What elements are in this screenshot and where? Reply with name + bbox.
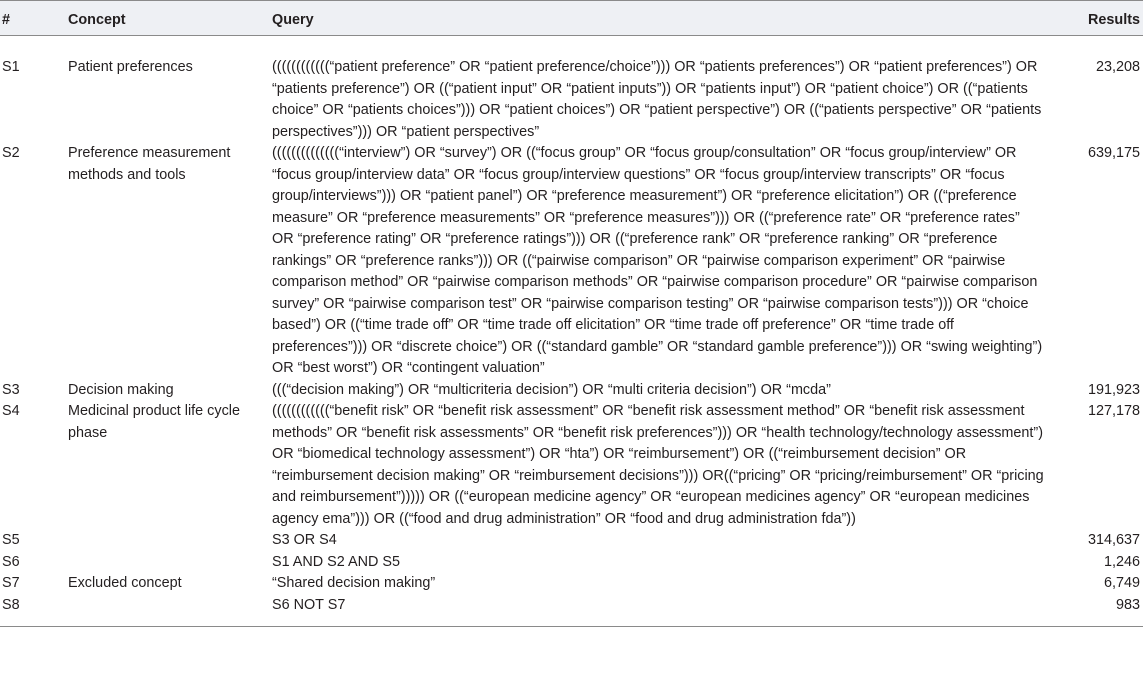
row-query: ((((((((((((“patient preference” OR “patient preference/choice”))) OR “patients preferences”) OR “patient preferences”) OR “patients preference”) OR ((“patient input” OR “patient inputs”)) OR “patients input”) OR “patient choice”) OR ((“patients choice” OR “patients choices”))) OR “patient choices”) OR “patient perspective”) OR ((“patients perspective” OR “patients perspectives”))) OR “patient perspectives” (272, 59, 1042, 140)
row-concept (66, 552, 270, 574)
row-results: 1,246 (1103, 553, 1140, 570)
header-row (0, 1, 1143, 36)
row-results: 314,637 (1087, 532, 1140, 548)
row-query: S6 NOT S7 (270, 595, 1048, 627)
table-row-s6 (0, 552, 1143, 574)
row-concept (66, 595, 270, 627)
header-query: Query (270, 1, 1048, 36)
row-concept: Decision making (68, 381, 174, 398)
table-row-s1 (0, 36, 1143, 144)
row-results: 23,208 (1095, 59, 1140, 75)
row-concept: Patient preferences (68, 59, 193, 75)
row-id: S8 (0, 595, 66, 627)
table-row-s7 (0, 573, 1143, 595)
table-row-s3 (0, 380, 1143, 402)
table-body (0, 36, 1143, 627)
header-id: # (0, 1, 66, 36)
table-row-s8 (0, 595, 1143, 627)
row-query: S3 OR S4 (272, 532, 337, 548)
row-id: S1 (2, 59, 20, 75)
row-query: ((((((((((((“benefit risk” OR “benefit risk assessment” OR “benefit risk assessment method” OR “benefit risk assessment methods” OR “benefit risk assessments” OR “benefit risk preferences”))) OR “health technology/technology assessment”) OR “biomedical technology assessment”) OR “hta”) OR “reimbursement”) OR ((“reimbursement decision” OR “reimbursement decision making” OR “reimbursement decisions”))) OR((“pricing” OR “pricing/reimbursement” OR “pricing and reimbursement”))))) OR ((“european medicine agency” OR “european medicines agency” OR “european medicines agency ema”))) OR ((“food and drug administration” OR “food and drug administration fda”)) (272, 403, 1044, 527)
row-concept: Preference measurement methods and tools (68, 145, 231, 183)
row-results: 983 (1048, 595, 1143, 627)
row-query: ((((((((((((((“interview”) OR “survey”) OR ((“focus group” OR “focus group/consultation” OR “focus group/interview” OR “focus group/interview data” OR “focus group/interview questions” OR “focus group/interview transcripts” OR “focus group/interviews”))) OR “patient panel”) OR “preference measurement”) OR “preference elicitation”) OR ((“preference measure” OR “preference measurements” OR “preference measures”))) OR ((“preference rate” OR “preference rates” OR “preference rating” OR “preference ratings”))) OR ((“preference rank” OR “preference ranking” OR “preference rankings” OR “preference ranks”))) OR ((“pairwise comparison” OR “pairwise comparison experiment” OR “pairwise comparison method” OR “pairwise comparison methods” OR “pairwise comparison procedure” OR “pairwise comparison survey” OR “pairwise comparison test” OR “pairwise comparison testing” OR “pairwise comparison tests”))) OR “choice based”) OR ((“time trade off” OR “time trade off elicitation” OR “time trade off preference” OR “time trade off preferences”))) OR “discrete choice”) OR ((“standard gamble” OR “standard gamble preference”))) OR “swing weighting”) OR “best worst”) OR “contingent valuation” (272, 145, 1043, 376)
header-concept: Concept (66, 1, 270, 36)
row-id: S5 (2, 532, 20, 548)
row-id: S4 (2, 403, 20, 419)
row-id: S6 (2, 553, 20, 570)
table-row-s5 (0, 530, 1143, 552)
row-results: 127,178 (1087, 403, 1140, 419)
row-query: “Shared decision making” (272, 575, 436, 591)
row-query: S1 AND S2 AND S5 (272, 553, 400, 570)
table-header (0, 1, 1143, 36)
row-concept: Excluded concept (68, 575, 182, 591)
row-results: 191,923 (1087, 381, 1140, 398)
row-id: S3 (2, 381, 20, 398)
row-concept: Medicinal product life cycle phase (68, 403, 240, 441)
header-results: Results (1048, 1, 1143, 36)
row-results: 6,749 (1103, 575, 1140, 591)
table-row-s2 (0, 143, 1143, 380)
row-concept (66, 530, 270, 552)
table-row-s4 (0, 401, 1143, 530)
row-id: S2 (2, 145, 20, 161)
row-query: (((“decision making”) OR “multicriteria decision”) OR “multi criteria decision”) OR “mcda” (272, 381, 831, 398)
row-id: S7 (2, 575, 20, 591)
row-results: 639,175 (1087, 145, 1140, 161)
